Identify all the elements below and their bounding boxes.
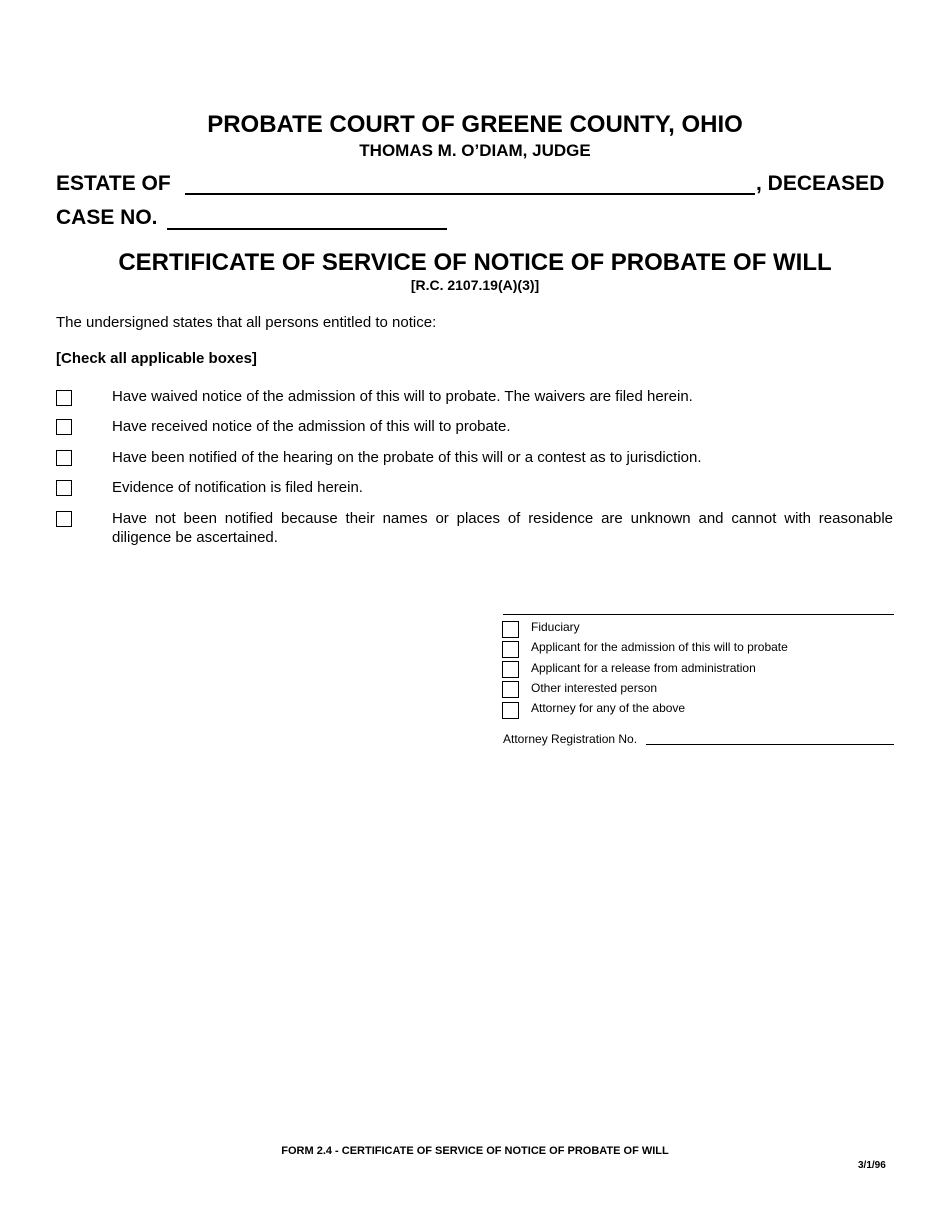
not-notified-checkbox[interactable] [56, 511, 72, 527]
check-instruction: [Check all applicable boxes] [56, 350, 257, 367]
attorney-checkbox[interactable] [502, 702, 519, 719]
deceased-label: , DECEASED [756, 172, 885, 195]
applicant-admission-checkbox[interactable] [502, 641, 519, 658]
attorney-label: Attorney for any of the above [531, 701, 686, 715]
hearing-notified-checkbox[interactable] [56, 450, 72, 466]
attorney-registration-field[interactable] [646, 744, 894, 745]
applicant-release-checkbox[interactable] [502, 661, 519, 678]
case-no-label: CASE NO. [56, 206, 158, 229]
form-footer-title: FORM 2.4 - CERTIFICATE OF SERVICE OF NOTICE OF PROBATE OF WILL [281, 1145, 669, 1157]
evidence-filed-option: Evidence of notification is filed herein. [112, 479, 363, 496]
case-number-field[interactable] [167, 228, 447, 230]
estate-of-label: ESTATE OF [56, 172, 171, 195]
not-notified-option: Have not been notified because their names or places of residence are unknown and cannot with reasonable diligence be ascertained. [112, 510, 893, 546]
other-interested-checkbox[interactable] [502, 681, 519, 698]
hearing-notified-option: Have been notified of the hearing on the probate of this will or a contest as to jurisdiction. [112, 449, 702, 466]
received-notice-checkbox[interactable] [56, 419, 72, 435]
attorney-registration-label: Attorney Registration No. [503, 732, 638, 746]
other-interested-label: Other interested person [531, 681, 658, 695]
evidence-filed-checkbox[interactable] [56, 480, 72, 496]
statute-citation: [R.C. 2107.19(A)(3)] [410, 277, 540, 293]
received-notice-option: Have received notice of the admission of this will to probate. [112, 418, 511, 435]
judge-name: THOMAS M. O’DIAM, JUDGE [359, 141, 591, 160]
estate-name-field[interactable] [185, 193, 755, 195]
fiduciary-label: Fiduciary [531, 620, 580, 634]
certificate-title: CERTIFICATE OF SERVICE OF NOTICE OF PROBATE OF WILL [118, 249, 832, 276]
applicant-release-label: Applicant for a release from administration [531, 661, 756, 675]
fiduciary-checkbox[interactable] [502, 621, 519, 638]
waived-notice-option: Have waived notice of the admission of this will to probate. The waivers are filed herein. [112, 388, 693, 405]
revision-date: 3/1/96 [858, 1160, 886, 1171]
court-name: PROBATE COURT OF GREENE COUNTY, OHIO [207, 111, 743, 138]
applicant-admission-label: Applicant for the admission of this will to probate [531, 640, 788, 654]
signature-line[interactable] [503, 614, 894, 615]
waived-notice-checkbox[interactable] [56, 390, 72, 406]
intro-statement: The undersigned states that all persons entitled to notice: [56, 314, 437, 331]
